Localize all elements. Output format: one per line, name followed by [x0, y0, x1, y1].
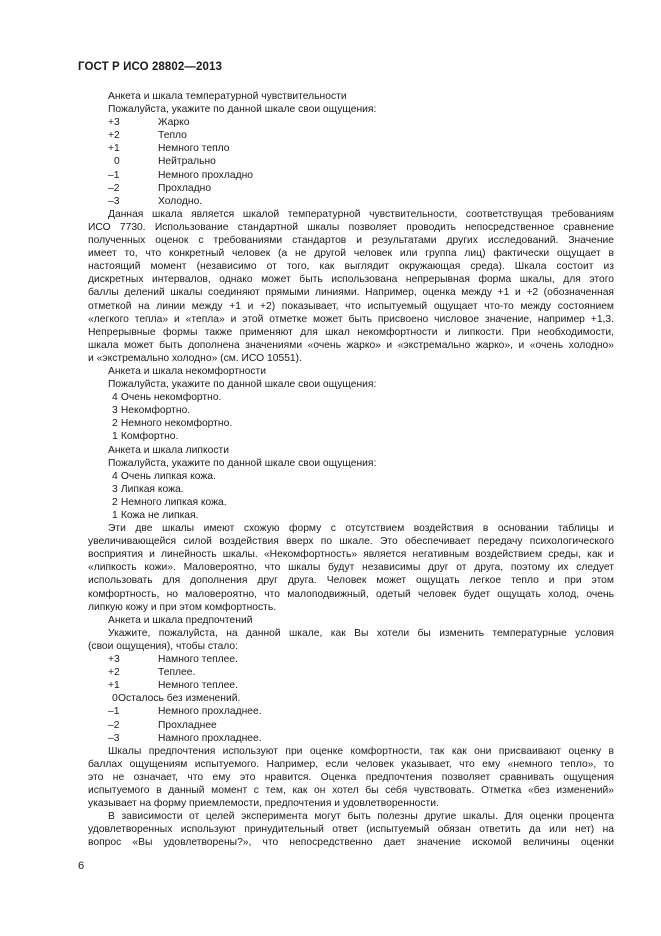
- scale-label: Липкая кожа.: [120, 483, 184, 495]
- scale-value: –1: [108, 706, 120, 718]
- section-prompt-preference-cont: (свои ощущения), чтобы стало:: [88, 640, 239, 652]
- scale-value: 4: [112, 392, 118, 404]
- section-prompt-discomfort: Пожалуйста, укажите по данной шкале свои ощущения:: [108, 379, 377, 391]
- scale-value: 1: [112, 510, 118, 521]
- paragraph-line: использовать для дополнения друг друга. Человек может ощущать легкое тепло и при этом: [88, 575, 614, 587]
- scale-item: [88, 732, 614, 745]
- paragraph-line: восприятия и линейность шкалы. «Некомфортность» является негативным воздействием среды, как и: [88, 549, 614, 561]
- scale-item: [88, 116, 614, 129]
- scale-value: +3: [108, 117, 120, 129]
- scale-item: [88, 182, 614, 195]
- section-title-thermal-sensation: Анкета и шкала температурной чувствительности: [108, 91, 347, 102]
- scale-item: [88, 483, 614, 496]
- scale-item: [88, 169, 614, 182]
- section-title-discomfort: Анкета и шкала некомфортности: [108, 365, 266, 377]
- scale-value: –2: [108, 182, 120, 194]
- scale-value: +3: [108, 654, 120, 666]
- section-prompt-stickiness: Пожалуйста, укажите по данной шкале свои ощущения:: [108, 457, 377, 469]
- scale-item: [88, 653, 614, 666]
- scale-value: +2: [108, 667, 120, 679]
- scale-item: [88, 496, 614, 509]
- paragraph-line: Эти две шкалы имеют схожую форму с отсутствием воздействия в основании таблицы и: [108, 523, 614, 535]
- scale-label: Кожа не липкая.: [120, 510, 199, 521]
- paragraph-line: В зависимости от целей эксперимента могут быть полезны другие шкалы. Для оценки процента: [108, 811, 614, 823]
- scale-label: Немного липкая кожа.: [120, 496, 227, 508]
- scale-value: –3: [108, 732, 120, 744]
- paragraph-line: настоящий момент (независимо от того, как выглядит окружающая среда). Шкала состоит из: [88, 261, 614, 273]
- paragraph-line: и «экстремально холодно» (см. ИСО 10551).: [88, 352, 302, 364]
- document-body: [88, 90, 614, 849]
- scale-value: 0: [112, 693, 118, 705]
- document-header: ГОСТ Р ИСО 28802—2013: [78, 61, 223, 73]
- paragraph-line: удовлетворенных используют принудительный ответ (испытуемый обязан ответить да или нет) на: [88, 824, 614, 836]
- scale-value: 2: [112, 496, 118, 508]
- paragraph-line: вопрос «Вы удовлетворены?», что непосредственно дает значение искомой величины оценки: [88, 837, 614, 849]
- paragraph-line: «легкого тепла» и «тепла» и этой отметке может быть присвоено числовое значение, например +1,3.: [88, 313, 614, 325]
- scale-value: +1: [108, 143, 120, 155]
- scale-item: [88, 417, 614, 430]
- scale-item: [88, 719, 614, 732]
- paragraph-line: полученных оценок с требованиями стандартов и результатами других исследований. Значение: [88, 235, 614, 247]
- section-prompt-thermal-sensation: Пожалуйста, укажите по данной шкале свои ощущения:: [108, 104, 377, 116]
- scale-value: 3: [112, 405, 118, 417]
- paragraph-line: шкала может быть дополнена значениями «очень жарко» и «экстремально жарко», и «очень холодно»: [88, 339, 614, 351]
- scale-label: Немного некомфортно.: [120, 418, 233, 430]
- scale-value: 3: [112, 483, 118, 495]
- scale-value: –1: [108, 169, 120, 181]
- scale-item: [88, 679, 614, 692]
- scale-item: [88, 195, 614, 208]
- scale-label: Теплее.: [158, 667, 196, 679]
- section-title-preference: Анкета и шкала предпочтений: [108, 614, 253, 626]
- scale-item: [88, 391, 614, 404]
- scale-item: [88, 155, 614, 168]
- scale-item: [88, 404, 614, 417]
- scale-item: [88, 430, 614, 443]
- paragraph-line: Непрерывные формы также применяют для шкал некомфортности и липкости. При необходимости,: [88, 326, 614, 338]
- scale-label: Нейтрально: [158, 156, 216, 168]
- paragraph-line: отметкой на линии между +1 и +2) показывает, что испытуемый ощущает что-то между состоянием: [88, 300, 614, 312]
- paragraph-line: указывает на форму приемлемости, предпочтения и удовлетворенности.: [88, 798, 439, 810]
- paragraph-line: Шкалы предпочтения используют при оценке комфортности, так как они присваивают оценку в: [108, 745, 614, 757]
- scale-label: Тепло: [158, 130, 187, 142]
- scale-item: [88, 142, 614, 155]
- scale-value: +1: [108, 680, 120, 692]
- scale-value: 0: [114, 156, 120, 168]
- scale-value: 1: [112, 431, 118, 443]
- scale-label: Жарко: [158, 117, 190, 129]
- scale-label: Осталось без изменений.: [118, 693, 241, 705]
- section-title-stickiness: Анкета и шкала липкости: [108, 444, 229, 456]
- paragraph-line: липкую кожу и при этом комфортность.: [88, 601, 277, 613]
- scale-item: [88, 705, 614, 718]
- scale-label: Немного теплее.: [158, 680, 238, 692]
- scale-value: +2: [108, 130, 120, 142]
- scale-label: Немного прохладно: [158, 169, 253, 181]
- scale-label: Холодно.: [158, 195, 203, 207]
- scale-label: Комфортно.: [120, 431, 179, 443]
- scale-item: [88, 666, 614, 679]
- scale-item: [88, 509, 614, 522]
- scale-item: [88, 692, 614, 705]
- page-number: 6: [78, 860, 85, 872]
- scale-label: Очень некомфортно.: [120, 392, 222, 404]
- paragraph-line: это не означает, что ему это нравится. Оценка предпочтения позволяет сравнивать ощущения: [88, 771, 614, 783]
- paragraph-line: баллы делений шкалы соединяют прямыми линиями. Например, оценка между +1 и +2 (обозначенная: [88, 287, 614, 299]
- scale-item: [88, 470, 614, 483]
- scale-value: 4: [112, 470, 118, 482]
- scale-value: 2: [112, 418, 118, 430]
- section-prompt-preference: Укажите, пожалуйста, на данной шкале, как Вы хотели бы изменить температурные условия: [108, 627, 614, 639]
- scale-label: Некомфортно.: [120, 405, 191, 417]
- paragraph-line: испытуемого в данный момент с тем, как он хотел бы себя чувствовать. Отметка «без изменений»: [88, 784, 614, 796]
- scale-label: Немного прохладнее.: [158, 706, 262, 718]
- paragraph-line: комфортность, но маловероятно, что малоподвижный, одетый человек будет ощущать холод, очень: [88, 588, 614, 600]
- paragraph-line: Данная шкала является шкалой температурной чувствительности, соответствущая требованиям: [108, 208, 614, 220]
- paragraph-line: увеличивающейся силой воздействия вверх по шкале. Это обеспечивает передачу психологического: [88, 536, 614, 548]
- scale-label: Прохладнее: [158, 719, 217, 731]
- scale-item: [88, 129, 614, 142]
- scale-value: –3: [108, 195, 120, 207]
- scale-label: Намного прохладнее.: [158, 732, 262, 744]
- scale-label: Намного теплее.: [158, 654, 238, 666]
- paragraph-line: «липкость кожи». Маловероятно, что шкалы будут независимы друг от друга, поэтому их следует: [88, 562, 614, 574]
- scale-label: Прохладно: [158, 182, 212, 194]
- scale-label: Очень липкая кожа.: [120, 470, 216, 482]
- paragraph-line: дискретных интервалов, однако может быть использована непрерывная форма шкалы, для этого: [88, 274, 614, 286]
- scale-value: –2: [108, 719, 120, 731]
- paragraph-line: имеет то, что конкретный человек (а не другой человек или группа лиц) фактически ощущает в: [88, 248, 614, 260]
- paragraph-line: ИСО 7730. Использование стандартной шкалы позволяет проводить непосредственное сравнение: [88, 221, 614, 233]
- scale-label: Немного тепло: [158, 143, 230, 155]
- paragraph-line: баллах ощущениям испытуемого. Например, если человек указывает, что ему «немного тепло», то: [88, 758, 614, 770]
